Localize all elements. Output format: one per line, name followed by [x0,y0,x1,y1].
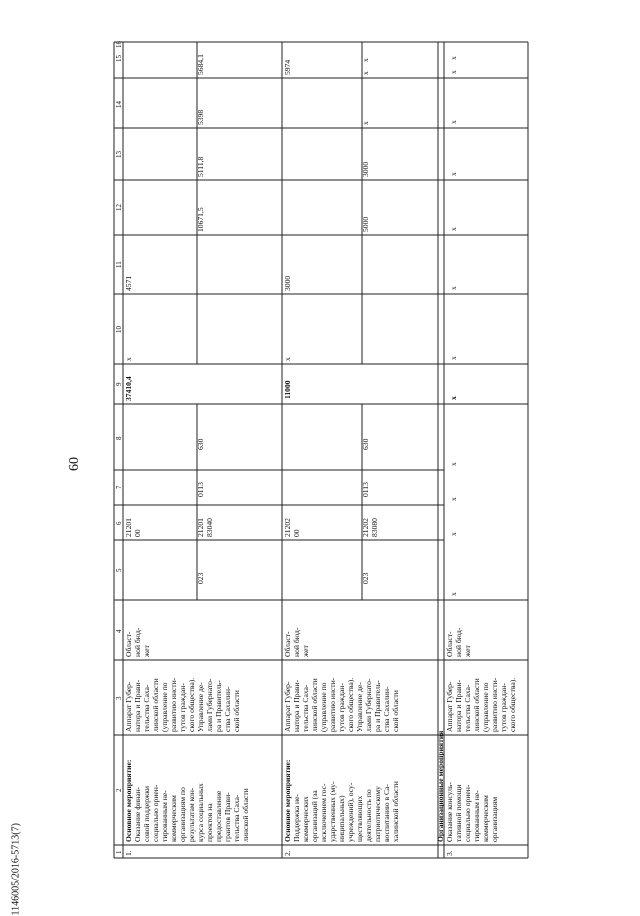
kcsr-top-suffix: 00 [133,529,142,537]
grbs-code: 023 [196,572,205,584]
svg-text:жет: жет [301,645,310,657]
row3-cell-8: x [449,462,458,466]
svg-text:ского общества).: ского общества). [187,677,196,732]
svg-text:жет: жет [463,645,472,657]
svg-text:развитию инсти-: развитию инсти- [328,677,337,732]
row3-cell-9: x [449,396,458,400]
col-header-16: 16 [115,41,123,48]
svg-text:Управление де-: Управление де- [355,682,364,732]
total-amount: 37410,4 [124,376,133,401]
col-header-1: 1 [115,850,123,854]
svg-text:(управление по: (управление по [160,682,169,732]
svg-text:социально ориен-: социально ориен- [463,784,472,842]
svg-text:Управление де-: Управление де- [196,682,205,732]
funding-source [283,627,310,658]
kcsr-top: 21201 [124,518,133,537]
svg-text:проектов на: проектов на [205,803,214,842]
row3-cell-12: x [449,227,458,231]
year-cell-11: 3000 [283,275,292,291]
event-description [133,783,250,842]
footer-document-code: 1146005/2016-5713(7) [10,823,22,916]
section-code: 0113 [361,482,370,497]
svg-text:тутов граждан-: тутов граждан- [337,683,346,732]
svg-text:предоставление: предоставление [214,790,223,842]
svg-text:Аппарат Губер-: Аппарат Губер- [124,681,133,732]
expense-type: 630 [196,438,205,450]
svg-text:ществляющих: ществляющих [355,795,364,842]
kcsr-bottom-suffix: 83080 [370,518,379,537]
col-header-2: 2 [115,788,123,792]
col-header-7: 7 [115,485,123,489]
row3-cell-11: x [449,286,458,290]
svg-text:халинской области: халинской области [391,781,400,842]
expense-type: 630 [361,438,370,450]
year-cell-10: x [124,357,133,361]
kcsr-bottom: 21202 [361,518,370,537]
col-header-10: 10 [115,326,123,333]
svg-text:патриотическому: патриотическому [373,786,382,842]
col-header-3: 3 [115,696,123,700]
svg-text:Аппарат Губер-: Аппарат Губер- [283,681,292,732]
row3-cell-13: x [449,172,458,176]
svg-text:учреждений), осу-: учреждений), осу- [346,782,355,842]
svg-text:социально ориен-: социально ориен- [151,784,160,842]
svg-text:организациям по: организациям по [178,787,187,842]
svg-text:линской области: линской области [472,678,481,732]
row3-cell-5: x [449,592,458,596]
year-cell-16: x [361,58,370,62]
event-description [445,782,499,842]
col-header-12: 12 [115,204,123,211]
svg-text:ства Сахалин-: ства Сахалин- [223,686,232,732]
svg-text:тельства Саха-: тельства Саха- [142,684,151,732]
year-cell-13: 5111,8 [196,156,205,177]
svg-text:коммерческим: коммерческим [481,795,490,842]
funding-source [445,627,472,658]
svg-text:тельства Саха-: тельства Саха- [232,794,241,842]
kcsr-top-suffix: 00 [292,529,301,537]
row3-cell-10: x [449,356,458,360]
svg-text:организациям: организациям [490,796,499,842]
total-amount: 11000 [283,380,292,399]
svg-text:коммерческим: коммерческим [169,795,178,842]
svg-text:Област-: Област- [445,631,454,657]
kcsr-top: 21202 [283,518,292,537]
executor [124,677,241,732]
svg-text:тутов граждан-: тутов граждан- [499,683,508,732]
row-number: 1. [124,850,133,856]
svg-text:курса социальных: курса социальных [196,783,205,842]
year-cell-15: x [361,71,370,75]
svg-text:(управление по: (управление по [481,682,490,732]
row3-cell-7: x [449,497,458,501]
svg-text:ниципальных): ниципальных) [337,795,346,842]
col-header-14: 14 [115,101,123,108]
table-row [283,58,400,856]
executor [445,677,517,732]
svg-text:ра и Правитель-: ра и Правитель- [373,680,382,732]
section-heading: Организационные мероприятия [436,730,445,842]
svg-text:тированным не-: тированным не- [160,790,169,842]
row-number: 2. [283,850,292,856]
col-header-15: 15 [115,55,123,62]
svg-text:натора и Прави-: натора и Прави- [133,679,142,732]
svg-text:натора и Прави-: натора и Прави- [454,679,463,732]
table-row [124,54,292,856]
svg-text:ской области: ской области [232,690,241,732]
row3-cell-14: x [449,120,458,124]
executor [283,677,400,732]
svg-text:ского общества).: ского общества). [346,677,355,732]
year-cell-16: 5974 [283,59,292,75]
svg-text:натора и Прави-: натора и Прави- [292,679,301,732]
section-code: 0113 [196,482,205,497]
funding-source [124,627,151,658]
svg-text:ной бюд-: ной бюд- [454,627,463,657]
svg-text:развитию инсти-: развитию инсти- [490,677,499,732]
col-header-9: 9 [115,382,123,386]
year-cell-12: 5000 [361,216,370,232]
year-cell-14: x [361,121,370,125]
col-header-6: 6 [115,521,123,525]
svg-text:Оказание консуль-: Оказание консуль- [445,782,454,842]
svg-text:ской области: ской области [391,690,400,732]
svg-text:(управление по: (управление по [319,682,328,732]
svg-text:Област-: Област- [283,631,292,657]
year-cell-15: 5684,1 [196,54,205,75]
col-header-11: 11 [115,261,123,268]
year-cell-10: x [283,357,292,361]
svg-text:результатам кон-: результатам кон- [187,787,196,842]
svg-text:Поддержка не-: Поддержка не- [292,793,301,842]
svg-text:тельства Саха-: тельства Саха- [463,684,472,732]
svg-text:линской области: линской области [151,678,160,732]
svg-text:Област-: Област- [124,631,133,657]
svg-text:ной бюд-: ной бюд- [292,627,301,657]
event-title: Основное мероприятие: [283,759,292,842]
row3-cell-15: x [449,70,458,74]
year-cell-14: 5398 [196,109,205,125]
year-cell-13: 3000 [361,161,370,177]
svg-text:совой поддержки: совой поддержки [142,786,151,842]
col-header-8: 8 [115,436,123,440]
col-header-13: 13 [115,151,123,158]
svg-text:грантов Прави-: грантов Прави- [223,792,232,842]
row-number: 3. [445,850,454,856]
page-number: 60 [67,457,82,471]
svg-text:ударственных (му-: ударственных (му- [328,781,337,842]
svg-text:лами Губернато-: лами Губернато- [205,678,214,732]
svg-text:ства Сахалин-: ства Сахалин- [382,686,391,732]
svg-text:воспитанию в Са-: воспитанию в Са- [382,784,391,842]
row3-cell-16: x [449,56,458,60]
svg-text:Аппарат Губер-: Аппарат Губер- [445,681,454,732]
svg-text:линской области: линской области [241,788,250,842]
event-description [292,781,400,842]
year-cell-11: 4571 [124,275,133,291]
event-title: Основное мероприятие: [124,759,133,842]
col-header-5: 5 [115,568,123,572]
svg-text:тельства Саха-: тельства Саха- [301,684,310,732]
kcsr-bottom-suffix: 83040 [205,518,214,537]
svg-text:линской области: линской области [310,678,319,732]
svg-text:развитию инсти-: развитию инсти- [169,677,178,732]
kcsr-bottom: 21201 [196,518,205,537]
svg-text:исключением гос-: исключением гос- [319,783,328,842]
svg-text:жет: жет [142,645,151,657]
svg-text:лами Губернато-: лами Губернато- [364,678,373,732]
svg-text:тутов граждан-: тутов граждан- [178,683,187,732]
svg-text:ского общества).: ского общества). [508,677,517,732]
year-cell-12: 10671,5 [196,207,205,232]
svg-text:коммерческих: коммерческих [301,796,310,842]
col-header-4: 4 [115,629,123,633]
table-row [445,56,517,856]
row3-cell-6: x [449,532,458,536]
svg-text:тативной помощи: тативной помощи [454,784,463,842]
svg-text:ра и Правитель-: ра и Правитель- [214,680,223,732]
svg-text:организаций (за: организаций (за [310,790,319,842]
svg-text:деятельность по: деятельность по [364,789,373,842]
svg-text:тированным не-: тированным не- [472,790,481,842]
svg-text:ной бюд-: ной бюд- [133,627,142,657]
svg-text:Оказание финан-: Оказание финан- [133,786,142,842]
grbs-code: 023 [361,572,370,584]
